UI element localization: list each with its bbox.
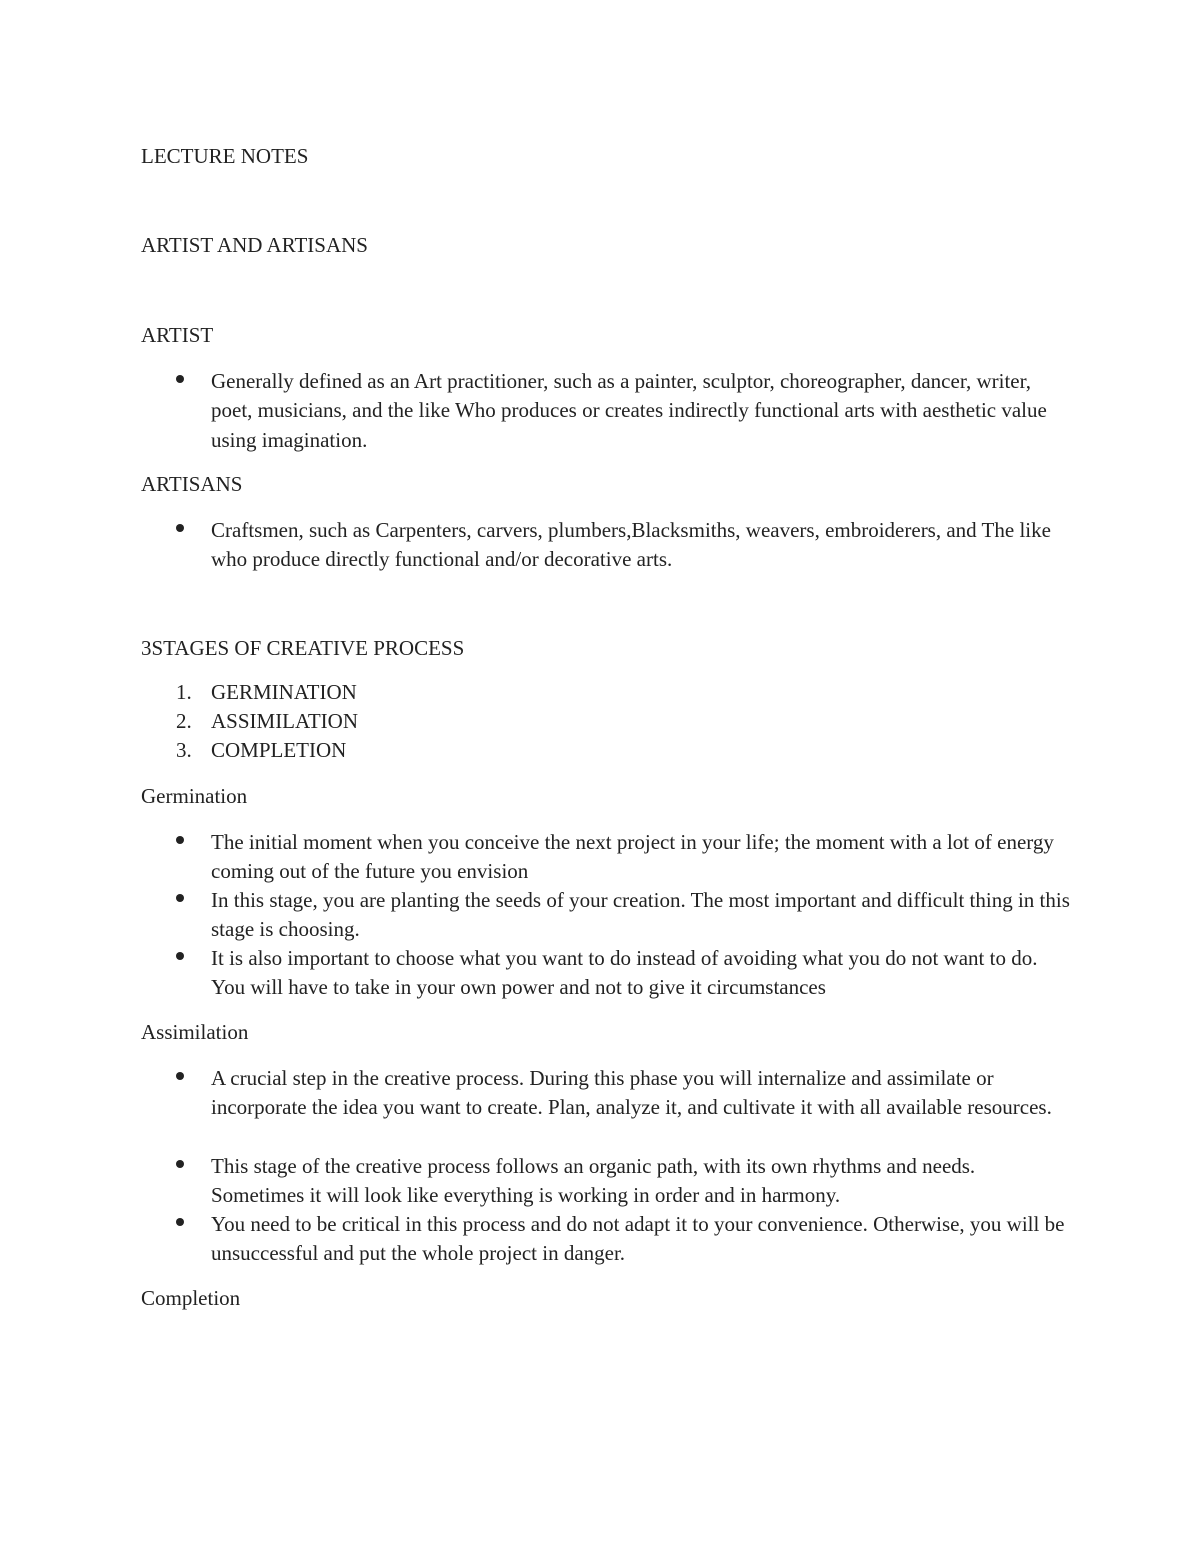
- stage-label: COMPLETION: [211, 738, 347, 762]
- germination-bullet-3: It is also important to choose what you want to do instead of avoiding what you do not want to do. You will have to take in your own power and not to give it circumstances: [211, 946, 1038, 1000]
- bullet-icon: [176, 1072, 184, 1080]
- completion-heading: Completion: [141, 1286, 241, 1310]
- stage-number: 1.: [176, 680, 192, 704]
- stage-label: GERMINATION: [211, 680, 357, 704]
- bullet-icon: [176, 1160, 184, 1168]
- artist-heading: ARTIST: [141, 323, 214, 347]
- assimilation-bullet-1: A crucial step in the creative process. During this phase you will internalize and assimilate or incorporate the idea you want to create. Plan, analyze it, and cultivate it with all available resources.: [211, 1066, 1052, 1120]
- stages-heading: 3STAGES OF CREATIVE PROCESS: [141, 636, 465, 660]
- bullet-icon: [176, 894, 184, 902]
- bullet-icon: [176, 1218, 184, 1226]
- assimilation-heading: Assimilation: [141, 1020, 249, 1044]
- bullet-icon: [176, 375, 184, 383]
- bullet-icon: [176, 952, 184, 960]
- bullet-icon: [176, 836, 184, 844]
- artisans-bullet-1: Craftsmen, such as Carpenters, carvers, plumbers,Blacksmiths, weavers, embroiderers, and The like who produce directly functional and/or decorative arts.: [211, 518, 1051, 572]
- germination-heading: Germination: [141, 784, 248, 808]
- germination-bullet-1: The initial moment when you conceive the next project in your life; the moment with a lot of energy coming out of the future you envision: [211, 830, 1054, 884]
- doc-title: LECTURE NOTES: [141, 144, 309, 168]
- assimilation-bullet-2: This stage of the creative process follows an organic path, with its own rhythms and needs. Sometimes it will look like everything is working in order and in harmony.: [211, 1154, 976, 1208]
- doc-subtitle: ARTIST AND ARTISANS: [141, 233, 368, 257]
- stage-label: ASSIMILATION: [211, 709, 358, 733]
- assimilation-bullet-3: You need to be critical in this process and do not adapt it to your convenience. Otherwise, you will be unsuccessful and put the whole project in danger.: [211, 1212, 1065, 1266]
- bullet-icon: [176, 524, 184, 532]
- artist-bullet-1: Generally defined as an Art practitioner, such as a painter, sculptor, choreographer, dancer, writer, poet, musicians, and the like Who produces or creates indirectly functional arts with aesthetic value using imagination.: [211, 369, 1047, 452]
- stage-number: 3.: [176, 738, 192, 762]
- artisans-heading: ARTISANS: [141, 472, 243, 496]
- stage-number: 2.: [176, 709, 192, 733]
- germination-bullet-2: In this stage, you are planting the seeds of your creation. The most important and difficult thing in this stage is choosing.: [211, 888, 1070, 942]
